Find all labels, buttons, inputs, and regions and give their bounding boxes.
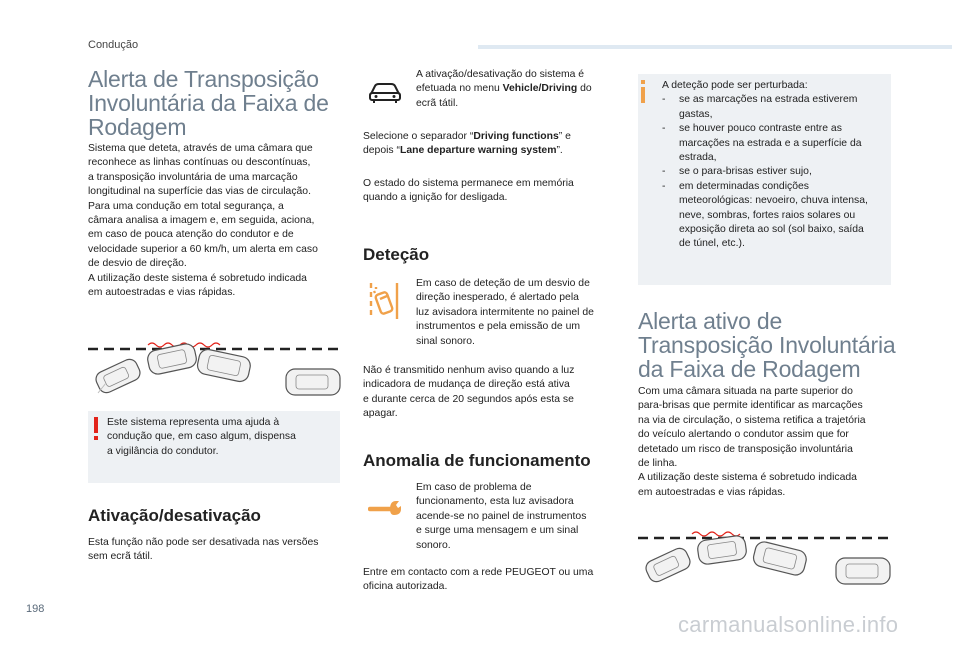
text-line: Em caso de problema de	[416, 482, 532, 493]
select-instructions	[363, 130, 613, 159]
text-fragment: Selecione o separador “	[363, 131, 474, 142]
text-line: de túnel, etc.).	[679, 238, 745, 250]
text-line: em determinadas condições	[679, 180, 809, 192]
text-line: sem ecrã tátil.	[88, 551, 153, 563]
list-dash: -	[662, 123, 666, 135]
info-text	[662, 79, 889, 252]
tab-driving-functions: Driving functions	[473, 131, 559, 142]
text-fragment: do	[577, 83, 592, 95]
text-line: se houver pouco contraste entre as	[679, 123, 842, 135]
text-line: Esta função não pode ser desativada nas versões	[88, 537, 319, 548]
watermark: carmanualsonline.info	[678, 612, 899, 637]
lane-departure-warning-system: Lane departure warning system	[399, 145, 557, 157]
text-fragment: ”.	[556, 145, 563, 157]
list-item	[662, 122, 889, 165]
text-line: reconhece as linhas contínuas ou descontínuas,	[88, 157, 311, 169]
text-line: apagar.	[363, 408, 398, 420]
text-line: Em caso de deteção de um desvio de	[416, 278, 590, 289]
lane-departure-illustration	[86, 325, 342, 400]
wrench-icon	[368, 496, 402, 518]
text-line: instrumentos e pela emissão de um	[416, 321, 581, 333]
list-item	[662, 165, 889, 179]
text-line: do veículo alertando o condutor assim que for	[638, 429, 849, 441]
activation-heading: Ativação/desativação	[88, 506, 261, 525]
active-alert-title	[638, 309, 898, 381]
contact-text	[363, 566, 618, 595]
text-line: exposição direta ao sol (sol baixo, saída	[679, 224, 864, 236]
lane-departure-icon	[368, 281, 400, 321]
text-line: A utilização deste sistema é sobretudo indicada	[88, 272, 307, 284]
text-line: direção inesperado, é alertado pela	[416, 292, 579, 304]
page-title-line: Rodagem	[88, 114, 187, 140]
malfunction-heading: Anomalia de funcionamento	[363, 451, 591, 470]
info-box	[638, 74, 891, 285]
text-line: luz avisadora intermitente no painel de	[416, 306, 594, 318]
warning-box	[88, 411, 340, 483]
menu-instructions	[416, 68, 616, 111]
text-line: quando a ignição for desligada.	[363, 192, 508, 204]
text-line: sinal sonoro.	[416, 335, 475, 347]
text-fragment: depois “	[363, 145, 400, 157]
text-fragment: ” e	[558, 131, 571, 142]
exclamation-icon	[91, 417, 101, 441]
text-line: condução que, em caso algum, dispensa	[107, 431, 296, 443]
text-line	[416, 82, 616, 96]
text-line: gastas,	[679, 108, 713, 120]
text-line: acende-se no painel de instrumentos	[416, 510, 587, 522]
text-line: e durante cerca de 20 segundos após esta se	[363, 393, 574, 405]
text-line: oficina autorizada.	[363, 581, 448, 593]
no-warning-text	[363, 364, 613, 422]
page-number: 198	[26, 603, 45, 615]
text-line: marcações na estrada e a superfície da	[679, 137, 862, 149]
text-line: Entre em contacto com a rede PEUGEOT ou uma	[363, 567, 594, 578]
menu-separator: /	[538, 83, 542, 95]
text-line: em autoestradas e vias rápidas.	[638, 486, 786, 498]
menu-vehicle: Vehicle	[502, 83, 539, 95]
text-line: na via de circulação, o sistema retifica a trajetória	[638, 414, 866, 426]
text-line: A deteção pode ser perturbada:	[662, 80, 808, 91]
text-line: funcionamento, esta luz avisadora	[416, 496, 574, 508]
text-line: detetado um risco de transposição involuntária	[638, 443, 853, 455]
active-lane-illustration	[636, 514, 892, 589]
text-line: neve, sombras, fortes raios solares ou	[679, 209, 856, 221]
text-line	[363, 144, 613, 158]
text-line: O estado do sistema permanece em memória	[363, 178, 574, 189]
text-line: sonoro.	[416, 539, 451, 551]
text-line: estrada,	[679, 152, 717, 164]
list-dash: -	[662, 180, 666, 192]
text-line: Não é transmitido nenhum aviso quando a luz	[363, 365, 575, 376]
section-label: Condução	[88, 39, 139, 51]
activation-text	[88, 536, 348, 565]
title-line: Transposição Involuntária	[638, 332, 896, 358]
detection-heading: Deteção	[363, 245, 430, 264]
list-item	[662, 93, 889, 122]
text-line	[363, 130, 613, 144]
list-dash: -	[662, 94, 666, 106]
text-line: A utilização deste sistema é sobretudo indicada	[638, 472, 857, 484]
info-icon	[638, 80, 648, 104]
list-dash: -	[662, 166, 666, 178]
text-line: a transposição involuntária de uma marcação	[88, 171, 298, 183]
text-line: de linha.	[638, 458, 678, 470]
text-line: em autoestradas e vias rápidas.	[88, 287, 236, 299]
page-title	[88, 67, 348, 139]
active-alert-text	[638, 385, 898, 500]
title-line: Alerta ativo de	[638, 308, 783, 334]
text-line: Para uma condução em total segurança, a	[88, 200, 284, 212]
page-title-line: Involuntária da Faixa de	[88, 90, 329, 116]
header-rule	[478, 45, 952, 49]
text-line: Com uma câmara situada na parte superior do	[638, 386, 853, 397]
text-line: velocidade superior a 60 km/h, um alerta em caso	[88, 243, 318, 255]
text-line: indicadora de mudança de direção está ativa	[363, 379, 570, 391]
text-line: se o para-brisas estiver sujo,	[679, 166, 812, 178]
memory-text	[363, 177, 613, 206]
list-item	[662, 180, 889, 252]
detection-text	[416, 277, 616, 349]
text-line: Sistema que deteta, através de uma câmara que	[88, 143, 313, 154]
text-line: de desvio de direção.	[88, 258, 187, 270]
warning-text	[107, 416, 337, 459]
text-line: e surge uma mensagem e um sinal	[416, 525, 579, 537]
menu-driving: Driving	[541, 83, 578, 95]
text-line: A ativação/desativação do sistema é	[416, 69, 585, 80]
text-fragment: efetuada no menu	[416, 83, 503, 95]
text-line: se as marcações na estrada estiverem	[679, 94, 858, 106]
page-title-line: Alerta de Transposição	[88, 66, 319, 92]
text-line: meteorológicas: nevoeiro, chuva intensa,	[679, 195, 868, 207]
intro-paragraph	[88, 142, 348, 300]
text-line: em caso de pouca atenção do condutor e de	[88, 229, 294, 241]
text-line: longitudinal na superfície das vias de circulação.	[88, 186, 311, 198]
car-icon	[368, 80, 402, 104]
text-line: Este sistema representa uma ajuda à	[107, 417, 280, 428]
text-line: ecrã tátil.	[416, 97, 459, 109]
text-line: câmara analisa a imagem e, em seguida, aciona,	[88, 215, 315, 227]
text-line: para-brisas que permite identificar as marcações	[638, 400, 863, 412]
title-line: da Faixa de Rodagem	[638, 356, 861, 382]
malfunction-text	[416, 481, 616, 553]
text-line: a vigilância do condutor.	[107, 445, 219, 457]
